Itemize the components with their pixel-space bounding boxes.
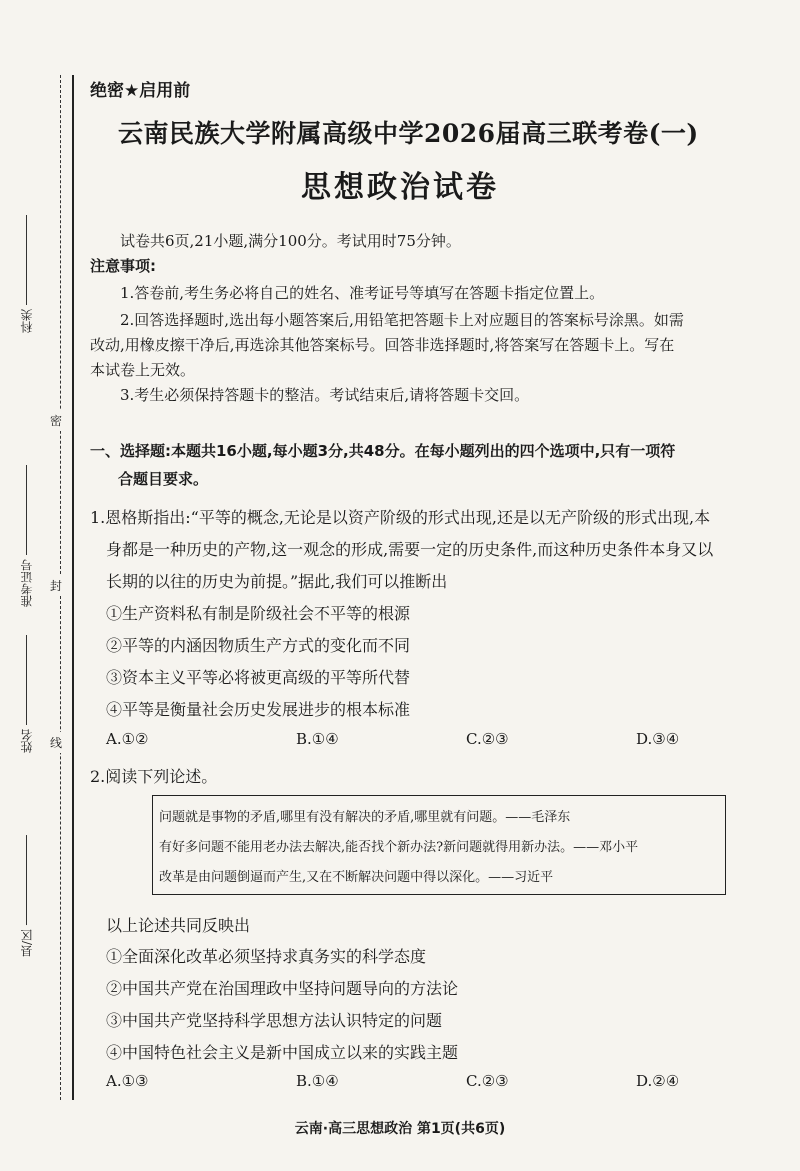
q1-option-a[interactable]: A.①②: [106, 730, 149, 748]
q2-quote-mao: 问题就是事物的矛盾,哪里有没有解决的矛盾,哪里就有问题。——毛泽东: [159, 810, 571, 825]
q1-statement-2: ②平等的内涵因物质生产方式的变化而不同: [106, 636, 411, 655]
q1-option-d[interactable]: D.③④: [636, 730, 680, 748]
q1-statement-1: ①生产资料私有制是阶级社会不平等的根源: [106, 604, 411, 623]
section-1-line-1: 一、选择题:本题共16小题,每小题3分,共48分。在每小题列出的四个选项中,只有一项符: [90, 442, 676, 460]
exam-number-label: 准考证号: [20, 559, 34, 607]
q2-quote-deng: 有好多问题不能用老办法去解决,能否找个新办法?新问题就得用新办法。——邓小平: [159, 840, 639, 855]
note-2-line-1: 2.回答选择题时,选出每小题答案后,用铅笔把答题卡上对应题目的答案标号涂黑。如需: [120, 311, 684, 329]
q1-statement-4: ④平等是衡量社会历史发展进步的根本标准: [106, 700, 411, 719]
subject-title: 思想政治试卷: [301, 170, 499, 205]
q2-option-c[interactable]: C.②③: [466, 1072, 509, 1090]
subject-label: 科类: [20, 309, 34, 333]
q2-statement-1: ①全面深化改革必须坚持求真务实的科学态度: [106, 947, 427, 966]
q2-statement-2: ②中国共产党在治国理政中坚持问题导向的方法论: [106, 979, 459, 998]
q2-stem: 2.阅读下列论述。: [90, 767, 218, 786]
q2-quote-xi: 改革是由问题倒逼而产生,又在不断解决问题中得以深化。——习近平: [159, 870, 554, 885]
exam-number-field: [18, 465, 35, 607]
q1-stem-line-2: 身都是一种历史的产物,这一观念的形成,需要一定的历史条件,而这种历史条件本身又以: [106, 540, 714, 559]
note-2-line-2: 改动,用橡皮擦干净后,再选涂其他答案标号。回答非选择题时,将答案写在答题卡上。写在: [90, 336, 675, 354]
q2-quote-box: [152, 795, 726, 895]
notes-heading: 注意事项:: [90, 257, 156, 275]
county-label: 县/区: [20, 929, 34, 958]
q1-option-b[interactable]: B.①④: [296, 730, 339, 748]
q1-option-c[interactable]: C.②③: [466, 730, 509, 748]
seal-mi: 密: [50, 410, 62, 431]
note-1: 1.答卷前,考生务必将自己的姓名、准考证号等填写在答题卡指定位置上。: [120, 284, 605, 302]
exam-title: 云南民族大学附属高级中学2026届高三联考卷(一): [118, 119, 699, 148]
note-3: 3.考生必须保持答题卡的整洁。考试结束后,请将答题卡交回。: [120, 386, 530, 404]
subject-field: [18, 215, 35, 333]
q1-stem-line-3: 长期的以往的历史为前提。”据此,我们可以推断出: [106, 572, 448, 591]
q2-statement-3: ③中国共产党坚持科学思想方法认识特定的问题: [106, 1011, 443, 1030]
q2-lead: 以上论述共同反映出: [106, 916, 251, 935]
county-field: [18, 835, 35, 957]
exam-intro: 试卷共6页,21小题,满分100分。考试用时75分钟。: [120, 232, 461, 250]
page-footer: 云南·高三思想政治 第1页(共6页): [294, 1121, 506, 1137]
q2-option-d[interactable]: D.②④: [636, 1072, 680, 1090]
q2-option-b[interactable]: B.①④: [296, 1072, 339, 1090]
q2-statement-4: ④中国特色社会主义是新中国成立以来的实践主题: [106, 1043, 459, 1062]
q2-option-a[interactable]: A.①③: [106, 1072, 149, 1090]
name-label: 姓名: [20, 729, 34, 753]
seal-feng: 封: [50, 575, 62, 596]
q1-stem-line-1: 1.恩格斯指出:“平等的概念,无论是以资产阶级的形式出现,还是以无产阶级的形式出现,本: [90, 508, 711, 527]
note-2-line-3: 本试卷上无效。: [90, 361, 196, 379]
binding-solid-line: [72, 75, 74, 1100]
name-field: [18, 635, 35, 753]
seal-xian: 线: [50, 732, 62, 753]
secret-label: 绝密★启用前: [90, 81, 191, 101]
section-1-line-2: 合题目要求。: [118, 470, 209, 488]
q1-statement-3: ③资本主义平等必将被更高级的平等所代替: [106, 668, 411, 687]
